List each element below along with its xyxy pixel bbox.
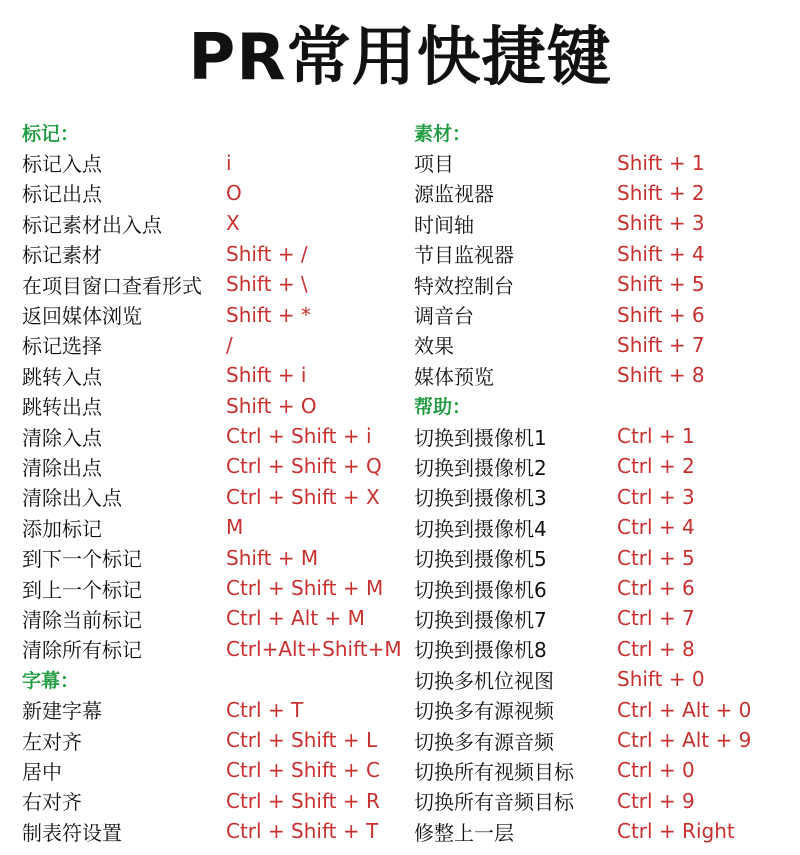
shortcut-key: Ctrl + 3 xyxy=(617,484,695,509)
shortcut-key: Shift + 3 xyxy=(617,211,705,236)
shortcut-action: 切换到摄像机3 xyxy=(414,486,547,511)
shortcut-key: Ctrl + 7 xyxy=(617,606,695,631)
shortcut-key: Shift + * xyxy=(226,302,311,327)
shortcut-action: 效果 xyxy=(414,334,454,359)
shortcut-action: 清除当前标记 xyxy=(22,607,142,632)
shortcut-row xyxy=(22,786,380,816)
shortcut-action: 修整上一层 xyxy=(414,820,514,845)
shortcut-key: Ctrl + Shift + Q xyxy=(226,454,382,479)
shortcut-action: 在项目窗口查看形式 xyxy=(22,273,202,298)
section-header xyxy=(414,391,574,421)
shortcut-action: 左对齐 xyxy=(22,729,82,754)
shortcut-key: Ctrl+Alt+Shift+M xyxy=(226,636,402,661)
shortcut-row xyxy=(414,208,705,238)
shortcut-action: 清除出入点 xyxy=(22,486,122,511)
shortcut-action: 到下一个标记 xyxy=(22,547,142,572)
shortcut-row xyxy=(414,269,705,299)
shortcut-row xyxy=(22,482,380,512)
shortcut-row xyxy=(414,816,735,846)
section-header-label: 标记： xyxy=(22,122,80,145)
shortcut-row xyxy=(414,299,705,329)
shortcut-key: Ctrl + 0 xyxy=(617,758,695,783)
shortcut-key: Ctrl + Shift + X xyxy=(226,484,380,509)
shortcut-action: 标记出点 xyxy=(22,182,102,207)
shortcut-key: Shift + \ xyxy=(226,272,308,297)
shortcut-row xyxy=(22,239,308,269)
shortcut-action: 切换所有视频目标 xyxy=(414,759,574,784)
shortcut-row xyxy=(22,512,244,542)
shortcut-row xyxy=(414,755,695,785)
shortcut-key: Ctrl + Shift + C xyxy=(226,758,380,783)
shortcut-action: 标记素材 xyxy=(22,243,102,268)
shortcut-action: 清除出点 xyxy=(22,455,102,480)
shortcut-key: Shift + 2 xyxy=(617,180,705,205)
shortcut-row xyxy=(22,421,372,451)
shortcut-key: Shift + O xyxy=(226,393,317,418)
shortcut-key: Ctrl + 1 xyxy=(617,424,695,449)
shortcut-key: Shift + i xyxy=(226,363,307,388)
shortcut-action: 切换多有源视频 xyxy=(414,699,554,724)
shortcut-row xyxy=(414,360,705,390)
shortcut-key: Ctrl + Alt + 9 xyxy=(617,728,752,752)
shortcut-action: 切换多有源音频 xyxy=(414,729,554,754)
shortcut-key: Shift + 0 xyxy=(617,667,705,692)
shortcut-action: 切换到摄像机8 xyxy=(414,638,547,663)
shortcut-key: Ctrl + Alt + M xyxy=(226,606,365,631)
shortcut-action: 跳转入点 xyxy=(22,364,102,389)
shortcut-row xyxy=(414,786,695,816)
shortcut-row xyxy=(22,360,307,390)
shortcut-key: Shift + 6 xyxy=(617,302,705,327)
shortcut-row xyxy=(414,421,695,451)
shortcut-key: Ctrl + 9 xyxy=(617,788,695,813)
shortcut-action: 清除所有标记 xyxy=(22,638,142,663)
shortcut-action: 切换到摄像机6 xyxy=(414,577,547,602)
shortcut-action: 返回媒体浏览 xyxy=(22,304,142,329)
shortcut-key: Ctrl + Shift + R xyxy=(226,788,380,813)
shortcut-row xyxy=(414,725,752,755)
shortcut-row xyxy=(414,664,705,694)
shortcut-action: 清除入点 xyxy=(22,425,102,450)
shortcut-key: Ctrl + 2 xyxy=(617,454,695,479)
shortcut-row xyxy=(22,391,317,421)
shortcut-key: Ctrl + 6 xyxy=(617,576,695,601)
shortcut-key: Shift + 1 xyxy=(617,150,705,175)
shortcut-action: 切换到摄像机2 xyxy=(414,455,547,480)
shortcut-row xyxy=(414,451,695,481)
left-column xyxy=(22,117,402,846)
shortcut-action: 切换到摄像机7 xyxy=(414,607,547,632)
shortcut-key: O xyxy=(226,180,242,205)
page-title: PR常用快捷键 xyxy=(188,21,612,95)
shortcut-row xyxy=(22,603,365,633)
shortcut-key: i xyxy=(226,150,232,175)
shortcut-key: Shift + 4 xyxy=(617,241,705,266)
shortcut-key: Ctrl + Right xyxy=(617,819,735,844)
shortcut-action: 标记选择 xyxy=(22,334,102,359)
section-header-label: 帮助： xyxy=(414,396,472,419)
shortcut-row xyxy=(22,694,304,724)
shortcut-row xyxy=(414,330,705,360)
shortcut-key: Ctrl + 4 xyxy=(617,515,695,540)
shortcut-row xyxy=(22,542,319,572)
shortcut-key: Ctrl + Shift + M xyxy=(226,576,384,601)
shortcut-key: Shift + 8 xyxy=(617,363,705,388)
shortcut-key: Shift + 5 xyxy=(617,272,705,297)
shortcut-key: Shift + 7 xyxy=(617,332,705,357)
shortcut-key: Shift + / xyxy=(226,241,308,266)
shortcut-key: X xyxy=(226,211,240,236)
section-header xyxy=(22,664,202,694)
section-header-label: 素材： xyxy=(414,122,472,145)
shortcut-action: 标记入点 xyxy=(22,152,102,177)
shortcut-row xyxy=(414,147,705,177)
shortcut-row xyxy=(22,451,382,481)
shortcut-action: 切换到摄像机4 xyxy=(414,516,547,541)
shortcut-action: 到上一个标记 xyxy=(22,577,142,602)
shortcut-key: / xyxy=(226,332,233,357)
shortcut-key: Ctrl + Shift + i xyxy=(226,424,372,449)
shortcut-row xyxy=(22,330,233,360)
section-header xyxy=(414,117,574,147)
shortcut-row xyxy=(22,147,232,177)
shortcut-row xyxy=(414,694,752,724)
shortcut-key: Ctrl + Shift + L xyxy=(226,728,378,752)
shortcut-action: 制表符设置 xyxy=(22,820,122,845)
shortcut-action: 右对齐 xyxy=(22,790,82,815)
shortcut-action: 源监视器 xyxy=(414,182,494,207)
section-header-label: 字幕： xyxy=(22,669,80,692)
shortcut-row xyxy=(22,573,384,603)
shortcut-action: 时间轴 xyxy=(414,212,474,237)
shortcut-action: 特效控制台 xyxy=(414,273,514,298)
shortcut-row xyxy=(22,725,378,755)
shortcut-key: Shift + M xyxy=(226,545,319,570)
shortcut-action: 切换到摄像机5 xyxy=(414,547,547,572)
section-header xyxy=(22,117,202,147)
shortcut-action: 跳转出点 xyxy=(22,395,102,420)
shortcut-action: 媒体预览 xyxy=(414,364,494,389)
shortcut-row xyxy=(22,755,380,785)
shortcut-action: 添加标记 xyxy=(22,516,102,541)
shortcut-action: 标记素材出入点 xyxy=(22,212,162,237)
shortcut-key: Ctrl + Alt + 0 xyxy=(617,697,752,722)
shortcut-row xyxy=(414,542,695,572)
shortcut-row xyxy=(22,816,379,846)
shortcut-row xyxy=(414,634,695,664)
shortcut-key: Ctrl + 8 xyxy=(617,636,695,661)
shortcut-row xyxy=(414,512,695,542)
shortcut-row xyxy=(414,482,695,512)
shortcut-key: M xyxy=(226,515,244,540)
shortcut-action: 切换多机位视图 xyxy=(414,668,554,693)
shortcut-row xyxy=(414,573,695,603)
shortcut-action: 切换所有音频目标 xyxy=(414,790,574,815)
shortcut-row xyxy=(22,269,308,299)
shortcut-action: 节目监视器 xyxy=(414,243,514,268)
shortcut-action: 切换到摄像机1 xyxy=(414,425,547,450)
shortcut-row xyxy=(22,299,311,329)
shortcut-row xyxy=(414,178,705,208)
shortcut-action: 居中 xyxy=(22,759,62,784)
shortcut-row xyxy=(22,634,402,664)
shortcut-action: 调音台 xyxy=(414,304,474,329)
shortcut-row xyxy=(22,178,242,208)
shortcut-action: 新建字幕 xyxy=(22,699,102,724)
shortcut-row xyxy=(22,208,240,238)
shortcut-key: Ctrl + Shift + T xyxy=(226,819,379,844)
right-column xyxy=(414,117,752,846)
shortcut-key: Ctrl + T xyxy=(226,697,304,722)
shortcut-action: 项目 xyxy=(414,152,454,177)
shortcut-row xyxy=(414,603,695,633)
shortcut-row xyxy=(414,239,705,269)
shortcut-key: Ctrl + 5 xyxy=(617,545,695,570)
